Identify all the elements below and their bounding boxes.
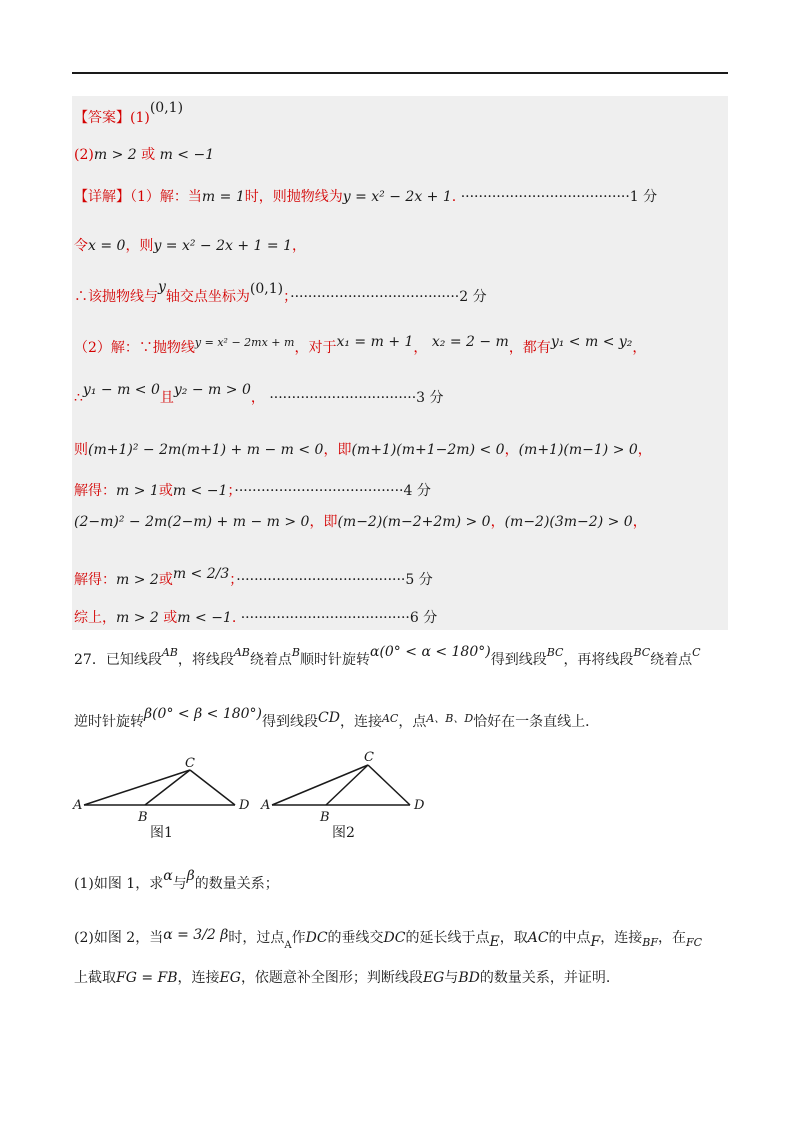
p3-bd: BD — [458, 970, 480, 986]
p2-ac: AC — [527, 930, 549, 946]
answer-part2-a: m > 2 — [93, 147, 137, 163]
fig1-label-c: C — [185, 756, 195, 771]
detail-l6-c: (m+1)(m−1) > 0 — [518, 442, 638, 458]
detail-l5-end: ， — [250, 390, 265, 406]
detail-l6-ji: ，即 — [323, 442, 352, 458]
q2-text-a: 逆时针旋转 — [74, 714, 144, 730]
detail-l3-text: ∴该抛物线与 — [74, 289, 158, 305]
p2-a: A — [284, 940, 292, 951]
detail-l8-a: (2−m)² − 2m(2−m) + m − m > 0 — [74, 514, 310, 530]
p2-text-g: 的中点 — [548, 930, 591, 946]
p3-text-a: 上截取 — [74, 970, 116, 986]
fig1-line-ac — [84, 770, 190, 805]
detail-l8-ji: ，即 — [309, 514, 338, 530]
fig1-label-b: B — [138, 810, 148, 825]
detail-l4-end: ， — [632, 340, 647, 356]
detail-l4-text2: ，对于 — [294, 340, 337, 356]
detail-l2-ling: 令 — [74, 238, 88, 254]
detail-l6-end: ， — [637, 442, 652, 458]
detail-l4-ineq: y₁ < m < y₂ — [550, 334, 633, 350]
q1-text-a: 27．已知线段 — [74, 652, 162, 668]
detail-line-3 — [74, 279, 487, 307]
p1-text-a: (1)如图 1，求 — [74, 876, 164, 892]
detail-line-6: 则(m+1)² − 2m(m+1) + m − m < 0，即(m+1)(m+1−2m) < 0，(m+1)(m−1) > 0， — [74, 442, 652, 458]
detail-l5-b: y₂ − m > 0 — [173, 382, 251, 398]
part-2-line-2 — [74, 968, 610, 988]
p2-eq: α = 3/2 β — [163, 927, 229, 943]
p2-dc2: DC — [383, 930, 406, 946]
question-line-1 — [74, 644, 701, 671]
detail-l3-score: ······································2 分 — [290, 289, 487, 305]
detail-l6-a: (m+1)² − 2m(m+1) + m − m < 0 — [88, 442, 324, 458]
q2-beta: β(0° < β < 180°) — [144, 706, 263, 722]
detail-l1-score: ······································1 分 — [460, 189, 658, 205]
q1-text-b: ，将线段 — [177, 652, 234, 668]
answer-part2-label: (2) — [74, 147, 94, 163]
p1-text-b: 与 — [172, 876, 187, 892]
header-rule — [72, 72, 728, 74]
detail-l10-end: . — [231, 610, 237, 626]
p2-fc: FC — [685, 936, 703, 949]
detail-l7-b: m < −1 — [172, 483, 228, 499]
p3-eg2: EG — [422, 970, 445, 986]
p2-text-c: 作 — [291, 930, 306, 946]
answer-point: (0,1) — [149, 100, 184, 116]
p3-eg: EG — [219, 970, 241, 986]
p2-dc: DC — [305, 930, 328, 946]
detail-l2-ze: ，则 — [125, 238, 154, 254]
q1-ab: AB — [161, 646, 178, 659]
part-1-line — [74, 868, 279, 894]
p2-bf: BF — [642, 936, 658, 949]
q1-text-d: 顺时针旋转 — [299, 652, 370, 668]
detail-l2-end: ， — [292, 238, 306, 254]
detail-l3-end: ； — [283, 289, 291, 305]
detail-l7-text: 解得： — [74, 483, 116, 499]
q1-alpha: α(0° < α < 180°) — [369, 644, 491, 660]
detail-l1-eq: y = x² − 2x + 1 — [342, 189, 452, 205]
fig1-label-d: D — [239, 798, 250, 813]
detail-l5-a: y₁ − m < 0 — [82, 382, 160, 398]
detail-l3-y: y — [158, 279, 166, 295]
detail-line-5 — [74, 382, 444, 408]
fig2-label-d: D — [414, 798, 425, 813]
detail-l1-end: . — [451, 189, 457, 205]
detail-line-4 — [74, 334, 647, 359]
detail-line-2 — [74, 236, 306, 256]
p2-text-i: ，在 — [657, 930, 686, 946]
q1-bc: BC — [546, 646, 564, 659]
detail-l9-a: m > 2 — [116, 572, 159, 588]
detail-l7-end: ； — [227, 483, 235, 499]
detail-l10-a: m > 2 — [116, 610, 159, 626]
detail-l3-point: (0,1) — [249, 281, 284, 297]
detail-l7-score: ······································4 分 — [234, 483, 431, 499]
q2-points: A、B、D — [426, 712, 474, 725]
detail-l7-or: 或 — [158, 483, 173, 499]
detail-l1-text: （1）解：当 — [130, 189, 202, 205]
fig2-line-bc — [326, 765, 368, 805]
question-line-2 — [74, 706, 600, 733]
detail-l8-b: (m−2)(m−2+2m) > 0 — [337, 514, 491, 530]
detail-l10-text: 综上， — [74, 610, 116, 626]
detail-l9-score: ······································5 分 — [236, 572, 433, 588]
q2-text-b: 得到线段 — [262, 714, 319, 730]
fig1-label-a: A — [73, 798, 83, 813]
detail-l8-end: ， — [632, 514, 647, 530]
detail-line-8: (2−m)² − 2m(2−m) + m − m > 0，即(m−2)(m−2+2m) > 0，(m−2)(3m−2) > 0， — [74, 514, 647, 530]
q1-c: C — [692, 646, 701, 659]
detail-l2-eq: y = x² − 2x + 1 = 1 — [153, 238, 292, 254]
detail-l9-end: ； — [229, 572, 237, 588]
p3-text-d: 与 — [444, 970, 459, 986]
fig1-line-cd — [190, 770, 235, 805]
detail-l3-text2: 轴交点坐标为 — [165, 289, 250, 305]
detail-l9-text: 解得： — [74, 572, 116, 588]
q1-ab2: AB — [233, 646, 250, 659]
q1-b: B — [291, 646, 300, 659]
detail-l4-x1: x₁ = m + 1 — [336, 334, 414, 350]
q1-text-c: 绕着点 — [249, 652, 292, 668]
detail-l9-b: m < 2/3 — [172, 566, 230, 582]
detail-l9-or: 或 — [158, 572, 173, 588]
p2-text-b: 时，过点 — [228, 930, 285, 946]
answer-or: 或 — [141, 147, 156, 163]
figure-2 — [258, 745, 438, 845]
detail-l5-therefore: ∴ — [74, 390, 83, 406]
p2-text-d: 的垂线交 — [327, 930, 384, 946]
fig2-caption: 图2 — [332, 825, 355, 841]
detail-l2-x: x = 0 — [88, 238, 126, 254]
p2-f: F — [590, 934, 601, 950]
detail-l5-qie: 且 — [159, 390, 174, 406]
detail-l4-text3: ，都有 — [508, 340, 551, 356]
answer-label: 【答案】 — [74, 110, 130, 126]
part-2-line — [74, 928, 702, 950]
answer-part2-line — [74, 145, 214, 165]
p2-text-f: ，取 — [499, 930, 528, 946]
detail-l7-a: m > 1 — [116, 483, 159, 499]
p1-beta: β — [186, 868, 195, 884]
q2-text-c: ，连接 — [339, 714, 382, 730]
detail-line-9 — [74, 566, 433, 590]
detail-l10-b: m < −1 — [177, 610, 232, 626]
p2-text-h: ，连接 — [600, 930, 643, 946]
answer-box — [72, 96, 728, 630]
fig1-line-bc — [145, 770, 190, 805]
q2-text-e: 恰好在一条直线上． — [473, 714, 600, 730]
q1-text-f: ，再将线段 — [563, 652, 634, 668]
p2-text-a: (2)如图 2，当 — [74, 930, 164, 946]
detail-l4-x2: x₂ = 2 − m — [431, 334, 509, 350]
p2-text-e: 的延长线于点 — [405, 930, 490, 946]
detail-l8-c: (m−2)(3m−2) > 0 — [504, 514, 633, 530]
fig2-line-cd — [368, 765, 410, 805]
q2-text-d: ，点 — [398, 714, 427, 730]
answer-part2-b: m < −1 — [159, 147, 215, 163]
fig2-label-b: B — [320, 810, 330, 825]
fig2-label-c: C — [364, 750, 374, 765]
answer-part1: (1) — [130, 110, 150, 126]
p3-eq: FG = FB — [116, 970, 178, 986]
fig2-label-a: A — [261, 798, 271, 813]
detail-l4-eq: y = x² − 2mx + m — [194, 336, 295, 349]
p3-text-b: ，连接 — [177, 970, 220, 986]
detail-l6-ze: 则 — [74, 442, 88, 458]
q1-bc2: BC — [633, 646, 651, 659]
detail-line-7 — [74, 481, 431, 501]
p1-alpha: α — [163, 868, 173, 884]
p3-text-e: 的数量关系，并证明. — [479, 970, 611, 986]
detail-l10-or: 或 — [163, 610, 178, 626]
q1-text-g: 绕着点 — [650, 652, 693, 668]
q1-text-e: 得到线段 — [490, 652, 547, 668]
p3-text-c: ，依题意补全图形；判断线段 — [240, 970, 423, 986]
detail-l4-comma: ， — [413, 340, 428, 356]
detail-l5-score: ·································3 分 — [269, 390, 444, 406]
figure-1 — [70, 745, 270, 845]
detail-l1-text2: 时，则抛物线为 — [244, 189, 343, 205]
detail-line-1 — [74, 187, 657, 207]
detail-line-10 — [74, 608, 437, 628]
answer-line — [74, 100, 184, 128]
p1-text-c: 的数量关系； — [194, 876, 279, 892]
fig2-line-ac — [272, 765, 368, 805]
detail-l6-b: (m+1)(m+1−2m) < 0 — [351, 442, 505, 458]
fig1-caption: 图1 — [150, 825, 173, 841]
detail-l4-text: （2）解：∵抛物线 — [74, 340, 195, 356]
q2-cd: CD — [318, 710, 340, 726]
p2-e: E — [489, 934, 500, 950]
detail-l10-score: ······································6 分 — [240, 610, 438, 626]
q2-ac: AC — [381, 712, 399, 725]
detail-label: 【详解】 — [74, 189, 130, 205]
detail-l1-m: m = 1 — [201, 189, 245, 205]
